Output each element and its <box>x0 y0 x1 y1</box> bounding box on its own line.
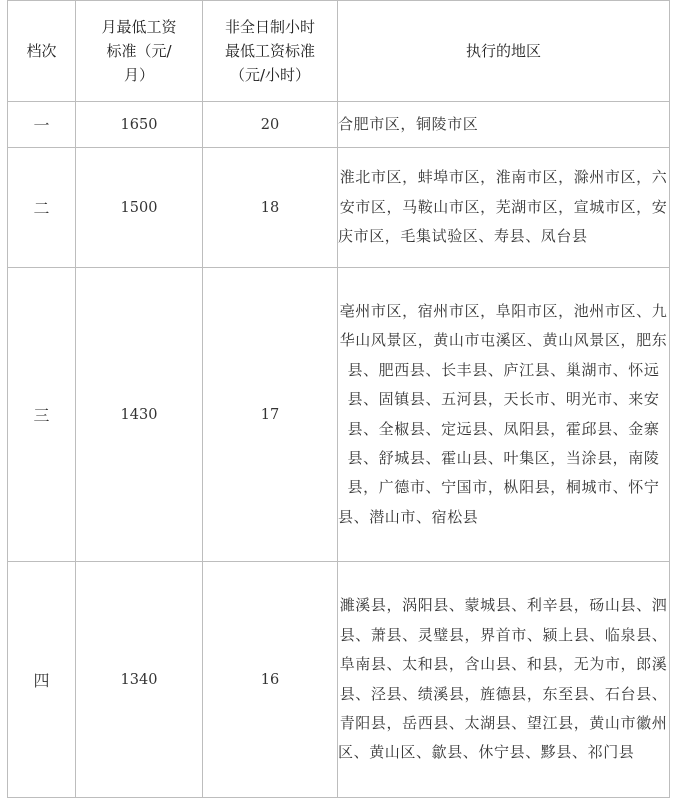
hourly-wage-cell: 17 <box>203 268 338 562</box>
header-grade: 档次 <box>8 1 76 102</box>
grade-cell: 四 <box>8 562 76 798</box>
grade-cell: 二 <box>8 148 76 268</box>
table-row <box>8 562 670 798</box>
grade-cell: 三 <box>8 268 76 562</box>
monthly-wage-cell: 1650 <box>76 102 203 148</box>
header-hourly-line-1: 非全日制小时 <box>224 18 315 36</box>
header-monthly-line-1: 月最低工资 <box>101 18 177 36</box>
table-row <box>8 148 670 268</box>
monthly-wage-cell: 1340 <box>76 562 203 798</box>
hourly-wage-cell: 18 <box>203 148 338 268</box>
table-row <box>8 268 670 562</box>
header-monthly-wage <box>76 1 203 102</box>
header-hourly-line-3: （元/小时） <box>229 66 311 84</box>
table-row <box>8 102 670 148</box>
hourly-wage-cell: 20 <box>203 102 338 148</box>
areas-cell: 亳州市区，宿州市区，阜阳市区，池州市区、九华山风景区，黄山市屯溪区、黄山风景区，肥东县、肥西县、长丰县、庐江县、巢湖市、怀远县、固镇县、五河县，天长市、明光市、来安县、全椒县、定远县、凤阳县，霍邱县、金寨县、舒城县、霍山县、叶集区，当涂县，南陵县，广德市、宁国市，枞阳县，桐城市、怀宁县、潜山市、宿松县 <box>338 268 670 562</box>
areas-cell: 合肥市区，铜陵市区 <box>338 102 670 148</box>
minimum-wage-table <box>7 0 670 798</box>
header-areas: 执行的地区 <box>338 1 670 102</box>
header-monthly-line-2: 标准（元/ <box>106 42 172 60</box>
areas-cell: 淮北市区，蚌埠市区，淮南市区，滁州市区，六安市区，马鞍山市区，芜湖市区，宣城市区，安庆市区，毛集试验区、寿县、凤台县 <box>338 148 670 268</box>
header-hourly-wage <box>203 1 338 102</box>
areas-cell: 濉溪县，涡阳县、蒙城县、利辛县，砀山县、泗县、萧县、灵璧县，界首市、颍上县、临泉县、阜南县、太和县，含山县、和县，无为市，郎溪县、泾县、绩溪县，旌德县，东至县、石台县、青阳县，岳西县、太湖县、望江县，黄山市徽州区、黄山区、歙县、休宁县、黟县、祁门县 <box>338 562 670 798</box>
monthly-wage-cell: 1430 <box>76 268 203 562</box>
hourly-wage-cell: 16 <box>203 562 338 798</box>
grade-cell: 一 <box>8 102 76 148</box>
header-hourly-line-2: 最低工资标准 <box>224 42 315 60</box>
monthly-wage-cell: 1500 <box>76 148 203 268</box>
header-monthly-line-3: 月） <box>123 66 154 84</box>
table-header-row <box>8 1 670 102</box>
